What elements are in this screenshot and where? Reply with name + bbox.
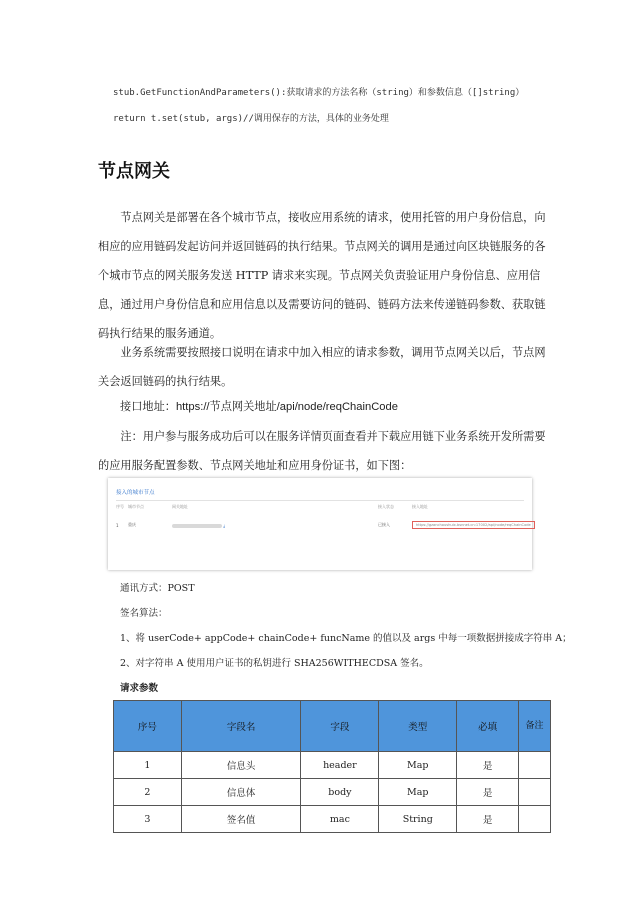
table-header-row <box>114 701 551 752</box>
screenshot-table-row <box>116 518 531 532</box>
table-cell: 是 <box>457 806 519 833</box>
header-cell: 序号 <box>114 701 182 752</box>
table-cell: Map <box>379 752 457 779</box>
table-cell: Map <box>379 779 457 806</box>
table-cell: body <box>301 779 379 806</box>
embedded-screenshot <box>108 478 532 570</box>
header-cell: 备注 <box>519 701 551 752</box>
comm-method: 通讯方式：POST <box>120 583 195 594</box>
table-cell <box>519 806 551 833</box>
interface-address <box>120 398 398 414</box>
table-cell: String <box>379 806 457 833</box>
table-cell: 信息体 <box>181 779 301 806</box>
screenshot-table-header <box>116 504 524 514</box>
table-cell: 是 <box>457 752 519 779</box>
screenshot-cell <box>412 521 531 529</box>
table-cell: 1 <box>114 752 182 779</box>
note: 注：用户参与服务成功后可以在服务详情页面查看并下载应用链下业务系统开发所需要的应用服务配置参数、节点网关地址和应用身份证书，如下图： <box>98 430 546 472</box>
table-cell: 是 <box>457 779 519 806</box>
sign-algo-label: 签名算法： <box>120 608 168 619</box>
divider <box>116 500 524 501</box>
paragraph: 业务系统需要按照接口说明在请求中加入相应的请求参数，调用节点网关以后，节点网关会返回链码的执行结果。 <box>98 346 546 388</box>
table-row <box>114 752 551 779</box>
redacted-value <box>172 524 222 528</box>
table-caption: 请求参数 <box>120 683 159 694</box>
screenshot-cell <box>172 523 282 528</box>
screenshot-title: 接入的城市节点 <box>116 490 155 496</box>
screenshot-header-cell <box>282 504 378 514</box>
paragraph: 节点网关是部署在各个城市节点，接收应用系统的请求，使用托管的用户身份信息，向相应的应用链码发起访问并返回链码的执行结果。节点网关的调用是通过向区块链服务的各个城市节点的网关服务发送 HTTP 请求来实现。节点网关负责验证用户身份信息、应用信息，通过用户身份信息和应用信息以及需要访问的链码、链码方法来传递链码参数、获取链码执行结果的服务通道。 <box>98 211 546 340</box>
table-cell: 信息头 <box>181 752 301 779</box>
table-cell <box>519 752 551 779</box>
interface-url: https://节点网关地址/api/node/reqChainCode <box>175 401 398 413</box>
table-cell: mac <box>301 806 379 833</box>
interface-label: 接口地址： <box>120 400 176 413</box>
table-cell: header <box>301 752 379 779</box>
download-icon[interactable]: ⤓ <box>223 522 226 528</box>
header-cell: 类型 <box>379 701 457 752</box>
table-cell: 2 <box>114 779 182 806</box>
screenshot-header-cell: 序号 <box>116 504 124 509</box>
table-cell: 签名值 <box>181 806 301 833</box>
screenshot-cell: 已接入 <box>378 522 390 527</box>
table-cell <box>519 779 551 806</box>
screenshot-cell: 1 <box>116 522 119 528</box>
sign-step: 1、将 userCode+ appCode+ chainCode+ funcName 的值以及 args 中每一项数据拼接成字符串 A； <box>120 633 572 644</box>
screenshot-header-cell: 城市节点 <box>128 504 144 509</box>
table-row <box>114 806 551 833</box>
code-line: stub.GetFunctionAndParameters():获取请求的方法名称（string）和参数信息（[]string） <box>113 88 525 98</box>
table-row <box>114 779 551 806</box>
sign-step: 2、对字符串 A 使用用户证书的私钥进行 SHA256WITHECDSA 签名。 <box>120 658 429 669</box>
screenshot-header-cell: 接入地址 <box>412 504 428 509</box>
header-cell: 必填 <box>457 701 519 752</box>
screenshot-cell: 重庆 <box>128 522 136 527</box>
params-table <box>113 700 551 833</box>
screenshot-header-cell: 网关地址 <box>172 504 188 509</box>
screenshot-header-cell: 接入状态 <box>378 504 394 509</box>
section-title: 节点网关 <box>98 161 170 182</box>
header-cell: 字段 <box>301 701 379 752</box>
access-url[interactable]: https://gzanchoushuix.bsnnet.cn:17002/api/node/reqChainCode <box>412 521 535 529</box>
header-cell: 字段名 <box>181 701 301 752</box>
table-cell: 3 <box>114 806 182 833</box>
code-line: return t.set(stub, args)//调用保存的方法，具体的业务处理 <box>113 114 389 124</box>
